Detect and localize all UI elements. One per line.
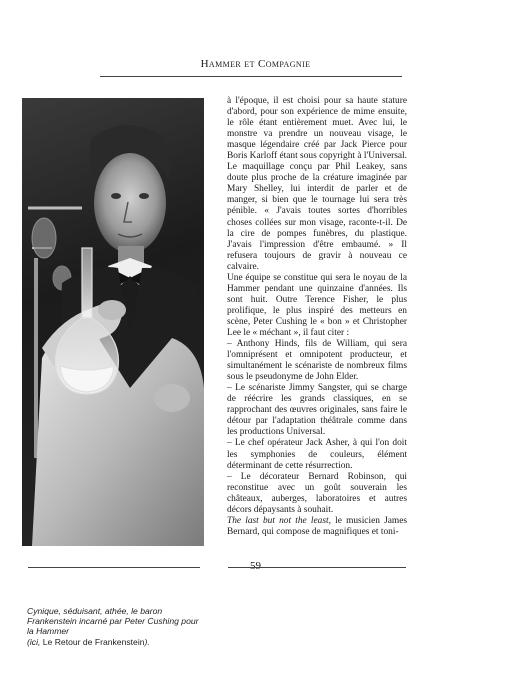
caption-paren-close: ).: [144, 636, 150, 647]
caption-paren-open: (ici,: [27, 636, 43, 647]
paragraph-3: – Anthony Hinds, fils de William, qui sera l'omniprésent et omnipotent producteur, et simultanément le scénariste de nombreux films sous le pseudonyme de John Elder.: [227, 339, 407, 383]
footer-rule-right: [228, 567, 406, 568]
body-text-column: [227, 96, 407, 538]
paragraph-5: – Le chef opérateur Jack Asher, à qui l'on doit les symphonies de couleurs, élément déterminant de cette résurrection.: [227, 438, 407, 471]
caption-text: Cynique, séduisant, athée, le baron Frankenstein incarné par Peter Cushing pour la Hammer: [27, 606, 199, 637]
italic-phrase: The last but not the least: [227, 515, 329, 526]
caption-film-title: Le Retour de Frankenstein: [42, 636, 145, 647]
paragraph-4: – Le scénariste Jimmy Sangster, qui se charge de réécrire les grands classiques, en se rapprochant des œuvres originales, sans faire le détour par l'adaptation théâtrale comme dans les productions Universal.: [227, 383, 407, 438]
photo-caption: [27, 606, 207, 647]
paragraph-6: – Le décorateur Bernard Robinson, qui reconstitue avec un goût souverain les châteaux, auberges, laboratoires et autres décors dépaysants à souhait.: [227, 471, 407, 515]
portrait-illustration: [22, 98, 204, 546]
paragraph-1: à l'époque, il est choisi pour sa haute stature d'abord, pour son expérience de mime ensuite, le rôle étant entièrement muet. Avec lui, le monstre va prendre un nouveau visage, le masque légendaire créé par Jack Pierce pour Boris Karloff étant sous copyright à l'Universal. Le maquillage conçu par Phil Leakey, sans doute plus proche de la créature imaginée par Mary Shelley, lui interdit de parler et de manger, si bien que le tournage lui sera très pénible. « J'avais toutes sortes d'horribles choses collées sur mon visage, raconte-t-il. De la cire de pompes funèbres, du plastique. J'avais l'impression d'être embaumé. » Il refusera toujours de gravir à nouveau ce calvaire.: [227, 96, 407, 272]
paragraph-2: Une équipe se constitue qui sera le noyau de la Hammer pendant une quinzaine d'années. Ils sont huit. Outre Terence Fisher, le plus prolifique, le plus inspiré des metteurs en scène, Peter Cushing le « bon » et Christopher Lee le « méchant », il faut citer :: [227, 272, 407, 338]
paragraph-7-rest: , le musicien James Bernard, qui compose de magnifiques et toni-: [227, 515, 407, 537]
page-number: 59: [250, 560, 261, 572]
photo-peter-cushing: [22, 98, 204, 546]
header-rule: [100, 76, 402, 77]
paragraph-7: [227, 516, 407, 538]
running-head: Hammer et Compagnie: [200, 58, 311, 70]
